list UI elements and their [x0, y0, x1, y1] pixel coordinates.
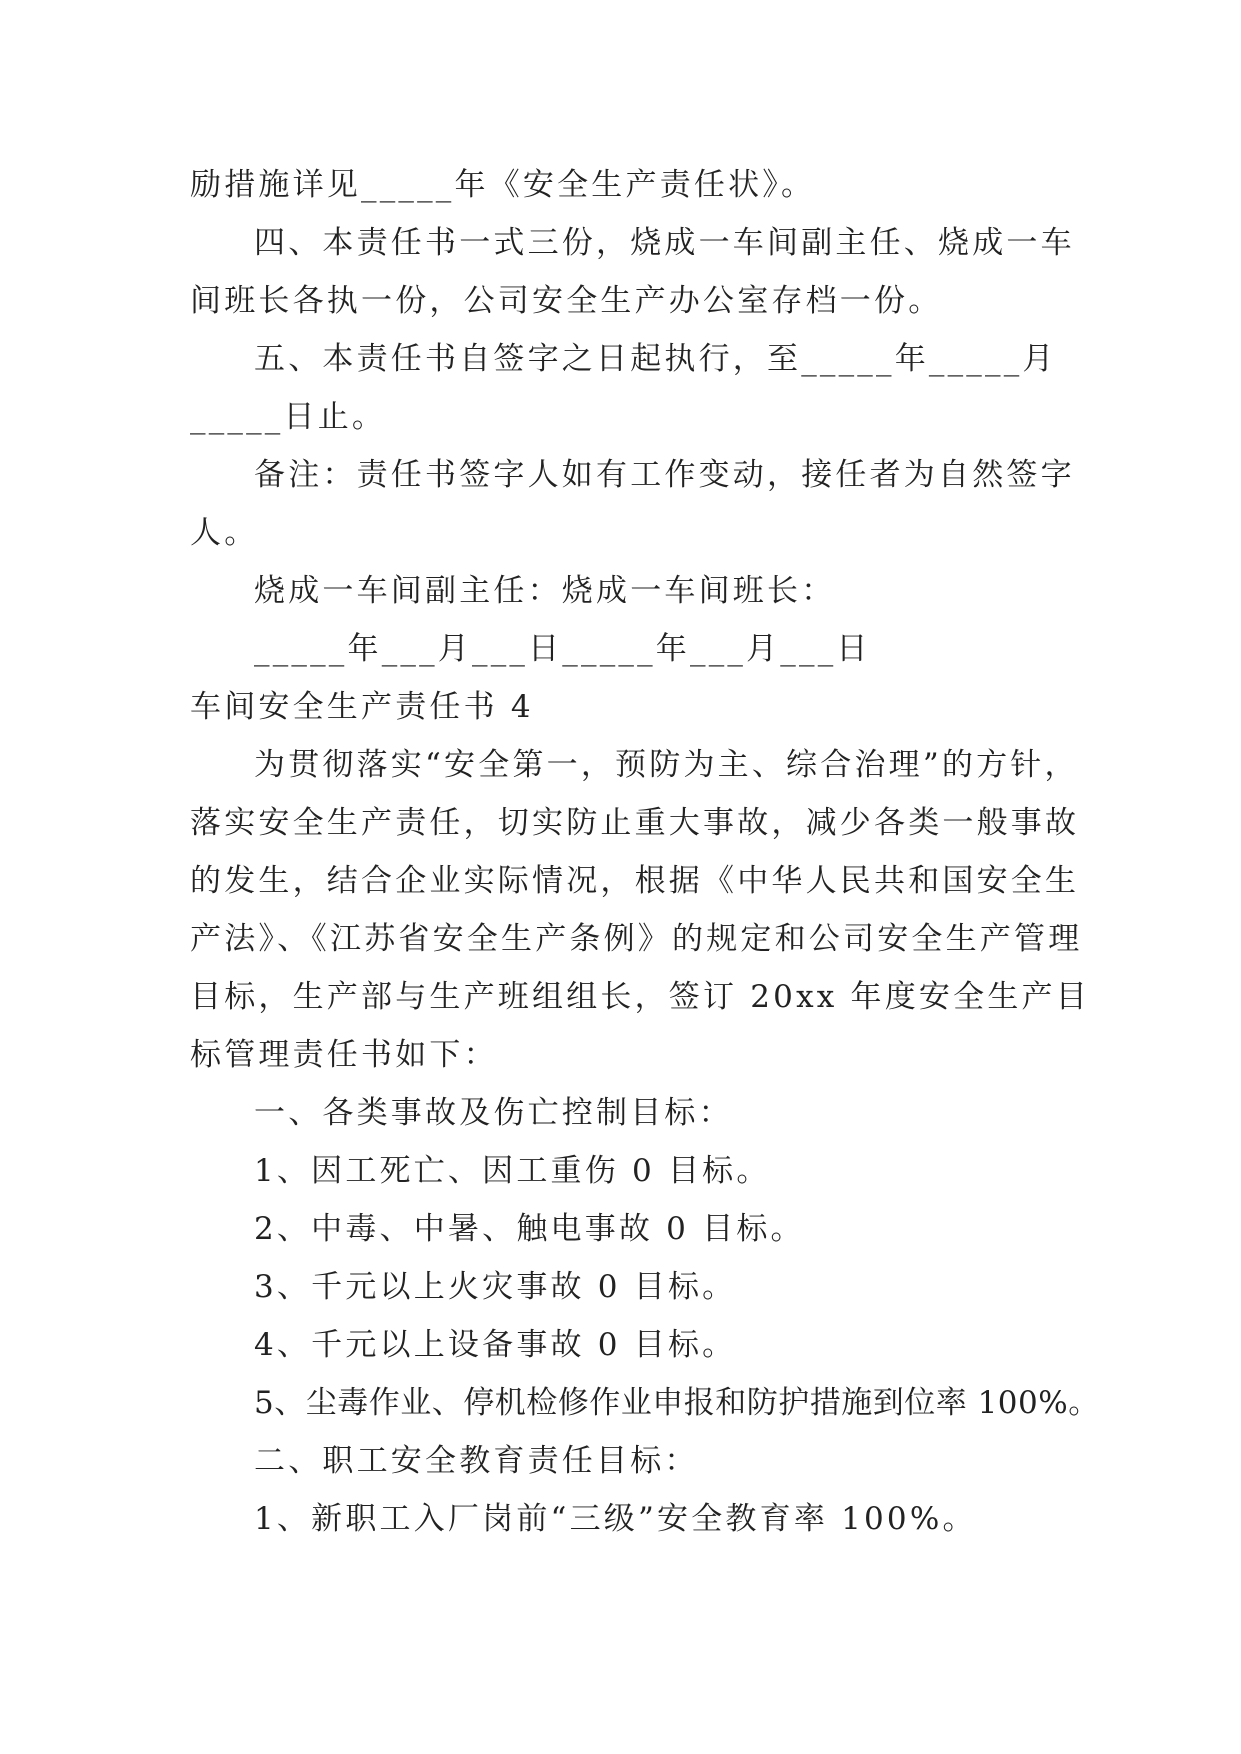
signature-line: 烧成一车间副主任：烧成一车间班长：: [254, 573, 836, 609]
list-item: 4、千元以上设备事故 0 目标。: [254, 1327, 737, 1363]
list-item: 3、千元以上火灾事故 0 目标。: [254, 1269, 737, 1305]
text-line: 五、本责任书自签字之日起执行，至_____年_____月: [254, 341, 1057, 377]
text-line: 间班长各执一份，公司安全生产办公室存档一份。: [190, 283, 943, 319]
text-line: 人。: [190, 515, 259, 551]
text-line: 为贯彻落实“安全第一，预防为主、综合治理”的方针，: [254, 747, 1079, 783]
date-line: _____年___月___日_____年___月___日: [254, 631, 871, 667]
list-item: 5、尘毒作业、停机检修作业申报和防护措施到位率 100%。: [254, 1385, 1100, 1421]
text-line: 产法》、《江苏省安全生产条例》的规定和公司安全生产管理: [190, 921, 1083, 957]
text-line: 落实安全生产责任，切实防止重大事故，减少各类一般事故: [190, 805, 1080, 841]
list-item: 1、新职工入厂岗前“三级”安全教育率 100%。: [254, 1501, 977, 1537]
document-body: [190, 156, 1100, 1548]
text-line: 备注：责任书签字人如有工作变动，接任者为自然签字: [254, 457, 1075, 493]
list-item: 1、因工死亡、因工重伤 0 目标。: [254, 1153, 771, 1189]
list-item: 2、中毒、中暑、触电事故 0 目标。: [254, 1211, 805, 1247]
list-heading: 二、职工安全教育责任目标：: [254, 1443, 699, 1479]
list-heading: 一、各类事故及伤亡控制目标：: [254, 1095, 733, 1131]
section-title: 车间安全生产责任书 4: [190, 689, 534, 725]
text-line: 励措施详见_____年《安全生产责任状》。: [190, 167, 816, 203]
text-line: 的发生，结合企业实际情况，根据《中华人民共和国安全生: [190, 863, 1080, 899]
text-line: 目标，生产部与生产班组组长，签订 20xx 年度安全生产目: [190, 979, 1090, 1015]
text-line: 标管理责任书如下：: [190, 1037, 498, 1073]
text-line: 四、本责任书一式三份，烧成一车间副主任、烧成一车: [254, 225, 1075, 261]
text-line: _____日止。: [190, 399, 387, 435]
